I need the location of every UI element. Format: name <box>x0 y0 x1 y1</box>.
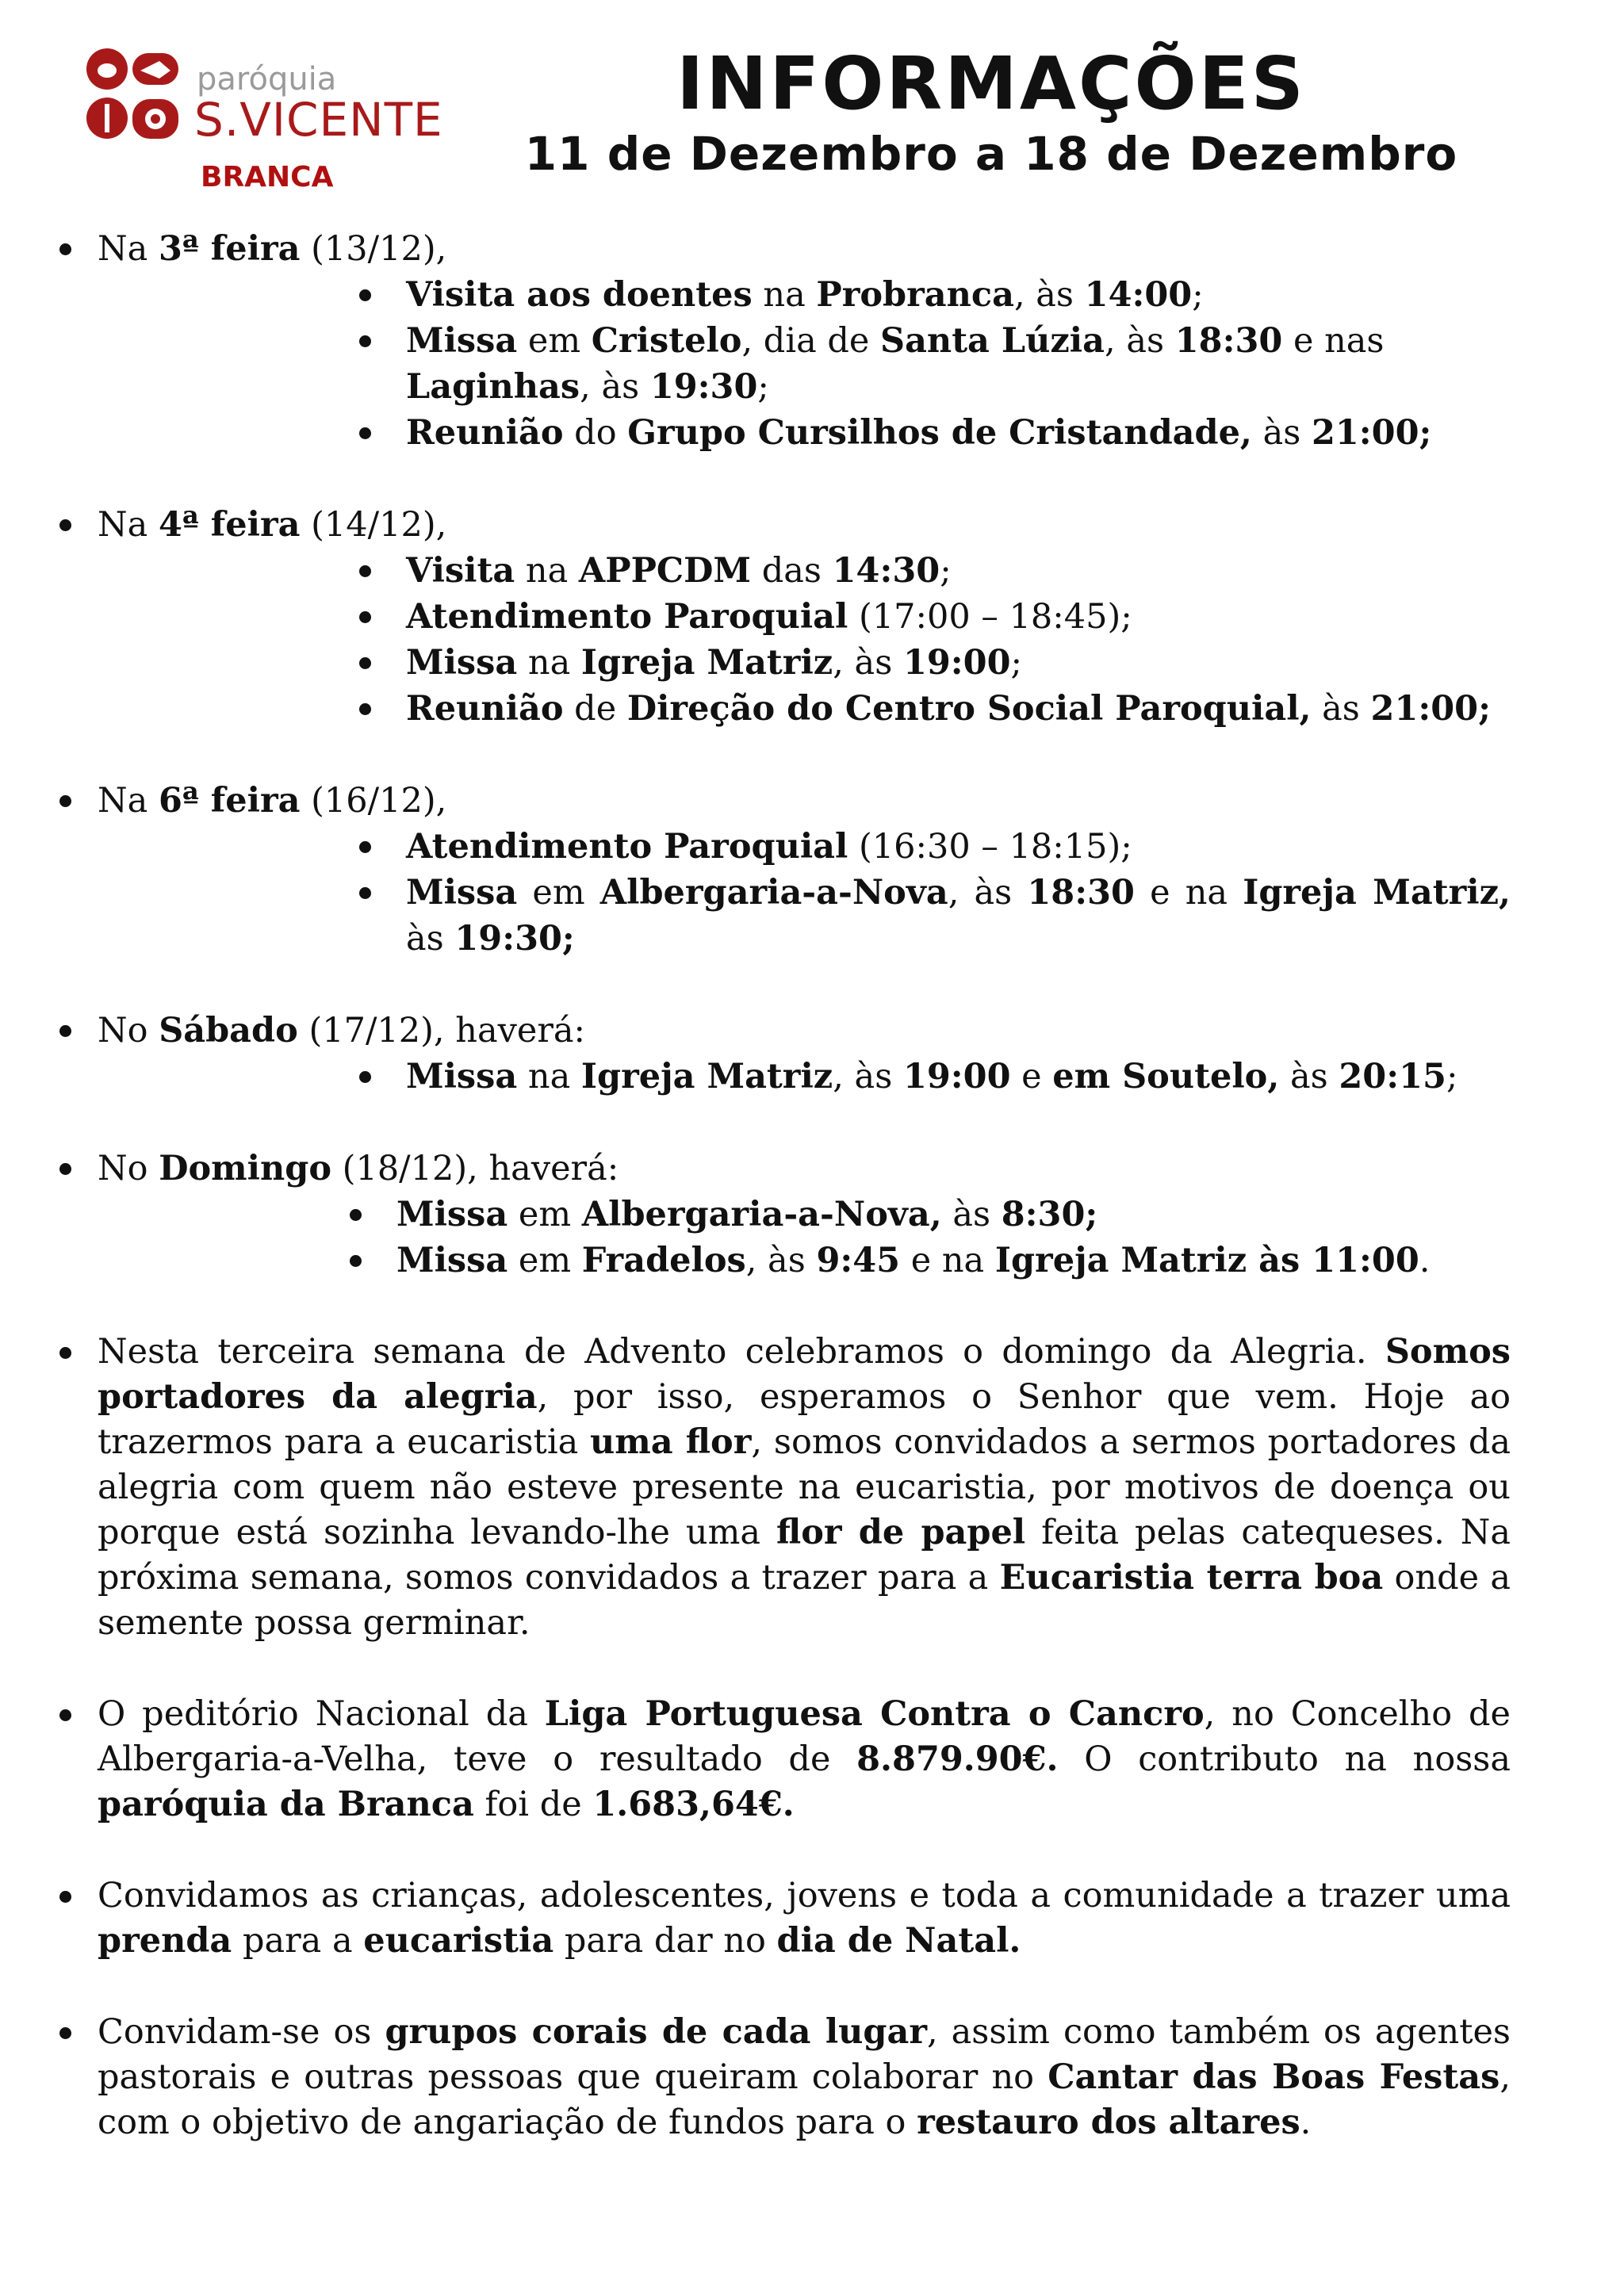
event-list <box>0 1192 1624 1284</box>
bold-segment: Missa <box>406 643 518 683</box>
bold-segment: 21:00; <box>1311 413 1432 453</box>
text-segment: na <box>517 1057 581 1096</box>
bold-segment: 19:30; <box>454 919 575 959</box>
text-segment: e na <box>900 1241 995 1280</box>
schedule-day-block <box>0 1146 1624 1284</box>
bold-segment: Liga Portuguesa Contra o Cancro <box>544 1694 1205 1734</box>
text-segment: , assim como também os agentes pastorais e outras pessoas que queiram colaborar no <box>98 2012 1511 2097</box>
bold-segment: 21:00; <box>1370 689 1491 729</box>
day-name: 6ª feira <box>158 781 301 821</box>
bold-segment: Missa <box>406 321 518 361</box>
text-segment: e nas <box>1282 321 1385 361</box>
event-item <box>406 410 1511 456</box>
text-segment: Nesta terceira semana de Advento celebramos o domingo da Alegria. <box>98 1332 1385 1372</box>
text-segment: , às <box>1105 321 1175 361</box>
bold-segment: Igreja Matriz às 11:00 <box>994 1241 1419 1280</box>
bold-segment: Fradelos <box>581 1241 746 1280</box>
day-prefix: No <box>98 1149 159 1188</box>
bold-segment: restauro dos altares <box>917 2103 1300 2142</box>
text-segment: de <box>563 689 627 729</box>
bold-segment: eucaristia <box>363 1921 554 1961</box>
notice-paragraph <box>98 1330 1511 1646</box>
text-segment: onde a semente possa germinar. <box>98 1558 1511 1643</box>
event-item <box>406 870 1511 962</box>
schedule-day-block <box>0 226 1624 456</box>
text-segment: , às <box>745 1241 817 1280</box>
day-name: 3ª feira <box>158 229 301 269</box>
bold-segment: uma flor <box>590 1422 752 1462</box>
bold-segment: Cantar das Boas Festas <box>1048 2057 1500 2097</box>
text-segment: na <box>517 643 581 683</box>
bold-segment: Somos portadores da alegria <box>98 1332 1511 1417</box>
bold-segment: Santa Lúzia <box>880 321 1105 361</box>
bold-segment: Albergaria-a-Nova <box>599 873 948 913</box>
bold-segment: paróquia da Branca <box>98 1785 474 1824</box>
text-segment: , com o objetivo de angariação de fundos para o <box>98 2057 1511 2142</box>
bold-segment: Igreja Matriz, <box>1243 873 1511 913</box>
day-heading <box>0 778 1624 824</box>
bold-segment: Atendimento Paroquial <box>406 597 848 637</box>
text-segment: Convidamos as crianças, adolescentes, jovens e toda a comunidade a trazer uma <box>98 1876 1511 1915</box>
text-segment: em <box>508 1195 582 1234</box>
bold-segment: grupos corais de cada lugar <box>385 2012 928 2052</box>
text-segment: , às <box>1013 275 1085 315</box>
text-segment: , às <box>833 1057 903 1096</box>
bold-segment: Laginhas <box>406 367 580 407</box>
bold-segment: 19:30 <box>649 367 758 407</box>
text-segment: , somos convidados a sermos portadores da alegria com quem não esteve presente na eucaristia, por motivos de doença ou porque está sozinha levando-lhe uma <box>98 1422 1511 1552</box>
text-segment: das <box>751 551 833 591</box>
page-header <box>0 0 1624 214</box>
bold-segment: Direção do Centro Social Paroquial, <box>626 689 1312 729</box>
text-segment: às <box>406 919 455 959</box>
schedule-day-block <box>0 1008 1624 1100</box>
day-prefix: Na <box>98 505 159 545</box>
day-heading <box>0 1146 1624 1192</box>
bold-segment: Atendimento Paroquial <box>406 827 848 867</box>
bold-segment: 18:30 <box>1174 321 1283 361</box>
bold-segment: 19:00 <box>902 1057 1011 1096</box>
bold-segment: Missa <box>396 1195 508 1234</box>
notice-paragraph <box>98 2010 1511 2145</box>
text-segment: (17:00 – 18:45); <box>848 597 1132 637</box>
event-item <box>396 1192 1501 1238</box>
day-name: Sábado <box>159 1011 298 1050</box>
bold-segment: Visita aos doentes <box>406 275 753 315</box>
text-segment: , no Concelho de Albergaria-a-Velha, teve o resultado de <box>98 1694 1511 1779</box>
text-segment: para dar no <box>553 1921 777 1961</box>
text-segment: às <box>1311 689 1371 729</box>
event-list <box>0 548 1624 732</box>
text-segment: O contributo na nossa <box>1058 1739 1511 1779</box>
text-segment: do <box>563 413 628 453</box>
event-item <box>406 686 1511 732</box>
event-item <box>406 272 1511 318</box>
spacer <box>0 1100 1624 1146</box>
bold-segment: 14:30 <box>832 551 940 591</box>
spacer <box>0 1827 1624 1873</box>
event-item <box>406 640 1511 686</box>
spacer <box>0 1284 1624 1330</box>
logo-parish-label: paróquia <box>197 61 337 98</box>
event-item <box>406 594 1511 640</box>
bold-segment: 14:00 <box>1084 275 1193 315</box>
text-segment: (16:30 – 18:15); <box>848 827 1132 867</box>
day-date: (18/12), haverá: <box>331 1149 619 1188</box>
day-name: Domingo <box>159 1149 332 1188</box>
day-date: (17/12), haverá: <box>297 1011 586 1050</box>
bold-segment: 9:45 <box>816 1241 901 1280</box>
schedule-day-block <box>0 502 1624 732</box>
bold-segment: Missa <box>406 873 518 913</box>
text-segment: na <box>752 275 817 315</box>
event-list <box>0 1054 1624 1100</box>
day-date: (14/12), <box>300 505 447 545</box>
spacer <box>0 732 1624 778</box>
day-prefix: No <box>98 1011 159 1050</box>
text-segment: ; <box>940 551 952 591</box>
text-segment: ; <box>1446 1057 1458 1096</box>
page-title: INFORMAÇÕES <box>676 41 1306 126</box>
text-segment: . <box>1419 1241 1431 1280</box>
text-segment: em <box>508 1241 582 1280</box>
bold-segment: Albergaria-a-Nova, <box>581 1195 942 1234</box>
bold-segment: 20:15 <box>1339 1057 1446 1096</box>
text-segment: em <box>517 873 600 913</box>
bold-segment: Missa <box>396 1241 508 1280</box>
text-segment: , às <box>948 873 1028 913</box>
notice-paragraph <box>98 1692 1511 1827</box>
bold-segment: Cristelo <box>591 321 742 361</box>
day-heading <box>0 226 1624 272</box>
day-prefix: Na <box>98 781 159 821</box>
bold-segment: 19:00 <box>902 643 1011 683</box>
bold-segment: Probranca <box>816 275 1014 315</box>
text-segment: ; <box>1192 275 1204 315</box>
spacer <box>0 1964 1624 2010</box>
day-date: (13/12), <box>300 229 447 269</box>
bold-segment: flor de papel <box>776 1513 1026 1552</box>
date-range: 11 de Dezembro a 18 de Dezembro <box>524 127 1458 181</box>
bold-segment: 1.683,64€. <box>592 1785 795 1824</box>
event-item <box>406 824 1511 870</box>
text-segment: , às <box>833 643 903 683</box>
bold-segment: Missa <box>406 1057 518 1096</box>
spacer <box>0 456 1624 502</box>
bold-segment: prenda <box>98 1921 232 1961</box>
spacer <box>0 962 1624 1008</box>
bold-segment: em Soutelo, <box>1052 1057 1280 1096</box>
text-segment: . <box>1300 2103 1312 2142</box>
text-segment: Convidam-se os <box>98 2012 385 2052</box>
spacer <box>0 1646 1624 1692</box>
logo-parish-name: S.VICENTE <box>194 93 443 147</box>
event-item <box>406 1054 1511 1100</box>
notice-paragraph <box>98 1873 1511 1964</box>
day-heading <box>0 1008 1624 1054</box>
bold-segment: 18:30 <box>1027 873 1135 913</box>
text-segment: em <box>517 321 592 361</box>
text-segment: para a <box>232 1921 364 1961</box>
day-prefix: Na <box>98 229 159 269</box>
text-segment: às <box>1279 1057 1339 1096</box>
announcements-content <box>0 226 1624 2145</box>
bold-segment: Reunião <box>406 689 564 729</box>
event-item <box>406 318 1511 410</box>
bold-segment: Visita <box>406 551 515 591</box>
schedule-day-block <box>0 778 1624 962</box>
day-heading <box>0 502 1624 548</box>
bold-segment: Grupo Cursilhos de Cristandade, <box>627 413 1252 453</box>
text-segment: e <box>1010 1057 1053 1096</box>
text-segment: ; <box>1010 643 1022 683</box>
bold-segment: Reunião <box>406 413 564 453</box>
bold-segment: Igreja Matriz <box>580 1057 833 1096</box>
text-segment: foi de <box>473 1785 593 1824</box>
event-item <box>406 548 1511 594</box>
day-date: (16/12), <box>300 781 447 821</box>
text-segment: ; <box>757 367 769 407</box>
event-list <box>0 272 1624 456</box>
text-segment: feita pelas catequeses. Na próxima semana, somos convidados a trazer para a <box>98 1513 1511 1598</box>
text-segment: na <box>515 551 579 591</box>
day-name: 4ª feira <box>158 505 301 545</box>
bold-segment: dia de Natal. <box>776 1921 1021 1961</box>
event-list <box>0 824 1624 962</box>
text-segment: O peditório Nacional da <box>98 1694 545 1734</box>
event-item <box>396 1238 1501 1284</box>
bold-segment: 8.879.90€. <box>856 1739 1059 1779</box>
parish-emblem-icon <box>83 44 186 147</box>
bold-segment: 8:30; <box>1001 1195 1098 1234</box>
text-segment: , dia de <box>741 321 881 361</box>
text-segment: às <box>941 1195 1002 1234</box>
bold-segment: APPCDM <box>578 551 752 591</box>
bold-segment: Eucaristia terra boa <box>999 1558 1384 1598</box>
text-segment: , por isso, esperamos o Senhor que vem. Hoje ao trazermos para a eucaristia <box>98 1377 1511 1462</box>
text-segment: e na <box>1134 873 1243 913</box>
logo-branca-label: BRANCA <box>201 161 334 193</box>
text-segment: às <box>1251 413 1312 453</box>
text-segment: , às <box>580 367 650 407</box>
bold-segment: Igreja Matriz <box>580 643 833 683</box>
parish-logo <box>83 44 448 202</box>
